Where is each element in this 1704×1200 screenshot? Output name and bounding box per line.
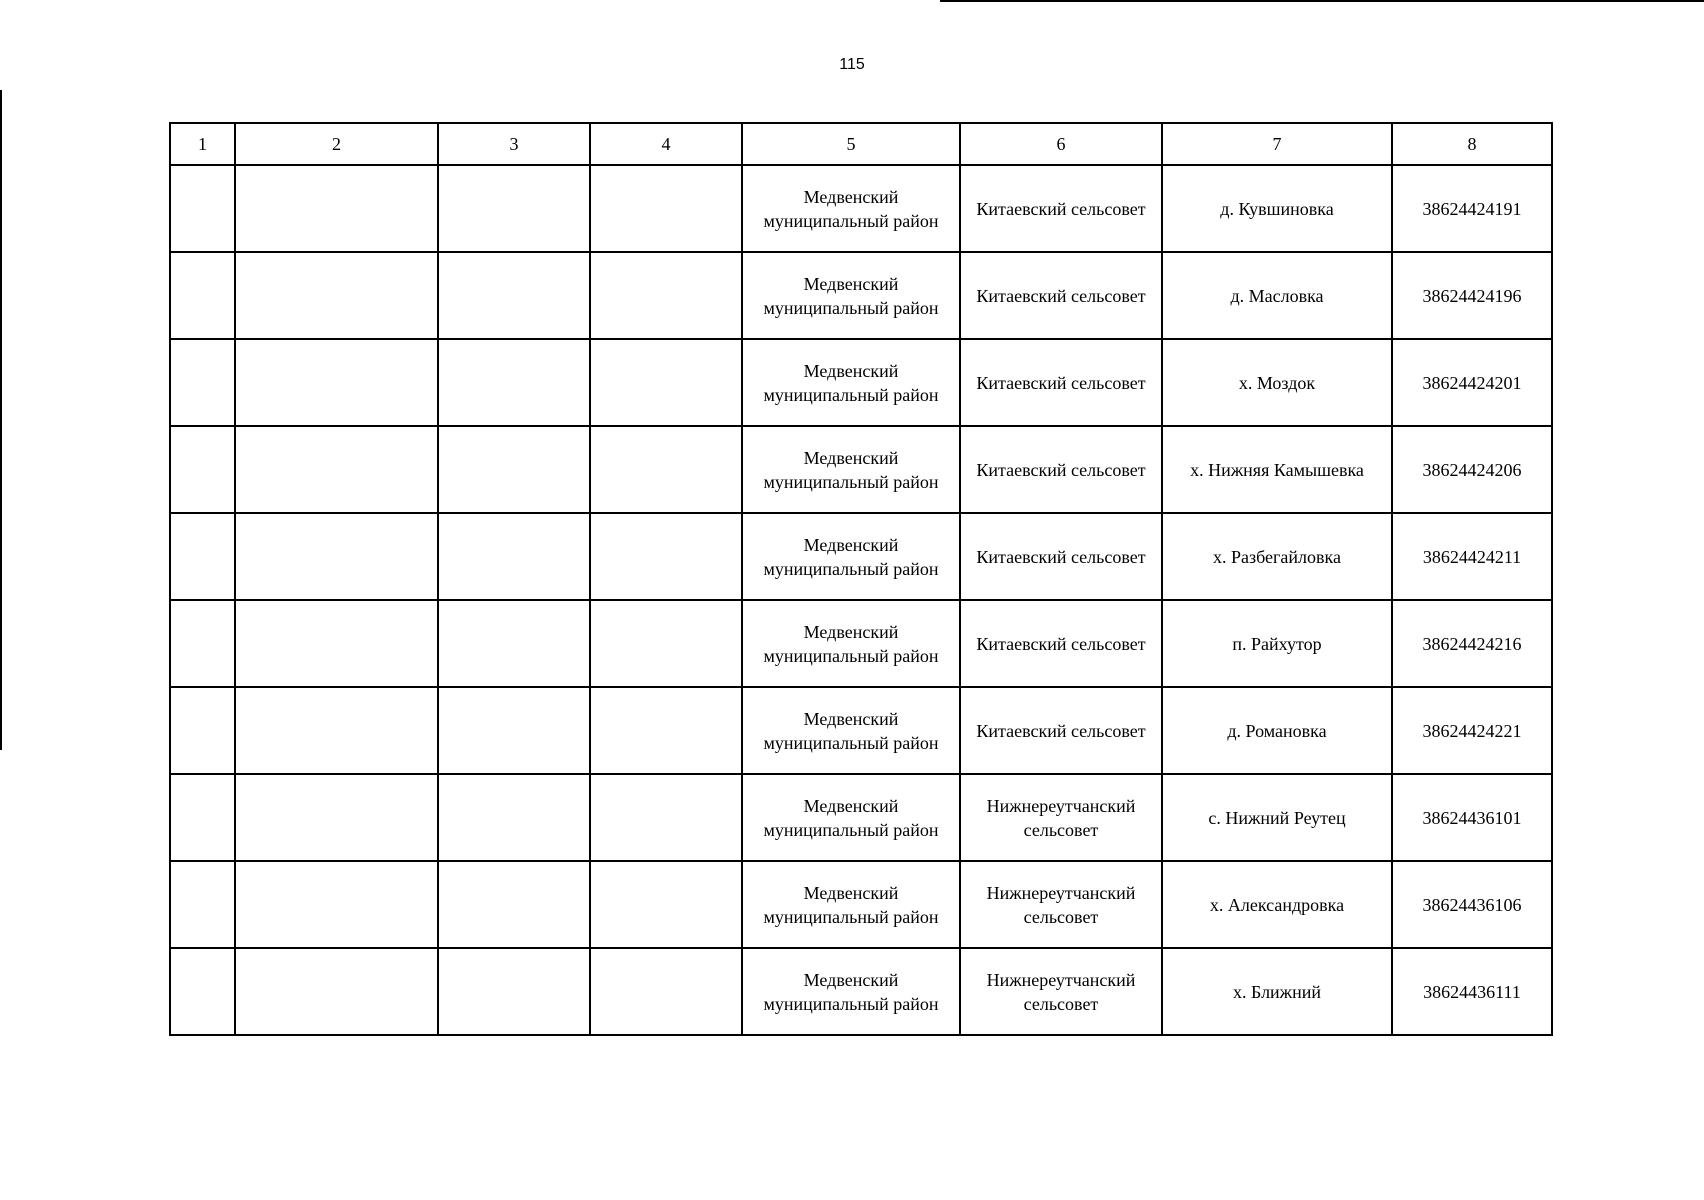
settlement-cell: х. Александровка — [1162, 861, 1392, 948]
council-cell: Китаевский сельсовет — [960, 165, 1162, 252]
district-cell: Медвенский муниципальный район — [742, 513, 960, 600]
table-row — [170, 861, 1552, 948]
settlement-cell: х. Ближний — [1162, 948, 1392, 1035]
cell-col3 — [438, 426, 590, 513]
cell-col2 — [235, 774, 438, 861]
settlement-cell: с. Нижний Реутец — [1162, 774, 1392, 861]
settlement-cell: д. Романовка — [1162, 687, 1392, 774]
cell-col4 — [590, 252, 742, 339]
cell-col1 — [170, 339, 235, 426]
column-header: 1 — [170, 123, 235, 165]
code-cell: 38624424191 — [1392, 165, 1552, 252]
council-cell: Китаевский сельсовет — [960, 426, 1162, 513]
table-row — [170, 426, 1552, 513]
cell-col4 — [590, 687, 742, 774]
district-cell: Медвенский муниципальный район — [742, 426, 960, 513]
cell-col1 — [170, 687, 235, 774]
cell-col2 — [235, 687, 438, 774]
cell-col2 — [235, 600, 438, 687]
cell-col1 — [170, 600, 235, 687]
cell-col1 — [170, 861, 235, 948]
district-cell: Медвенский муниципальный район — [742, 339, 960, 426]
cell-col3 — [438, 165, 590, 252]
cell-col1 — [170, 165, 235, 252]
table-row — [170, 252, 1552, 339]
code-cell: 38624424216 — [1392, 600, 1552, 687]
cell-col4 — [590, 948, 742, 1035]
cell-col3 — [438, 339, 590, 426]
page-number: 115 — [839, 56, 865, 73]
code-cell: 38624424201 — [1392, 339, 1552, 426]
council-cell: Китаевский сельсовет — [960, 513, 1162, 600]
settlement-cell: д. Масловка — [1162, 252, 1392, 339]
cell-col4 — [590, 339, 742, 426]
council-cell: Китаевский сельсовет — [960, 252, 1162, 339]
cell-col3 — [438, 948, 590, 1035]
code-cell: 38624436111 — [1392, 948, 1552, 1035]
column-header: 4 — [590, 123, 742, 165]
column-header: 6 — [960, 123, 1162, 165]
cell-col2 — [235, 861, 438, 948]
council-cell: Китаевский сельсовет — [960, 339, 1162, 426]
cell-col4 — [590, 774, 742, 861]
table-row — [170, 687, 1552, 774]
cell-col3 — [438, 774, 590, 861]
district-cell: Медвенский муниципальный район — [742, 861, 960, 948]
cell-col2 — [235, 426, 438, 513]
code-cell: 38624436106 — [1392, 861, 1552, 948]
cell-col4 — [590, 600, 742, 687]
cell-col3 — [438, 861, 590, 948]
table-row — [170, 948, 1552, 1035]
cell-col1 — [170, 948, 235, 1035]
code-cell: 38624424206 — [1392, 426, 1552, 513]
district-cell: Медвенский муниципальный район — [742, 600, 960, 687]
cell-col3 — [438, 513, 590, 600]
code-cell: 38624424221 — [1392, 687, 1552, 774]
code-cell: 38624424196 — [1392, 252, 1552, 339]
table-row — [170, 513, 1552, 600]
table-row — [170, 600, 1552, 687]
cell-col2 — [235, 948, 438, 1035]
council-cell: Китаевский сельсовет — [960, 687, 1162, 774]
column-header: 3 — [438, 123, 590, 165]
settlement-cell: д. Кувшиновка — [1162, 165, 1392, 252]
cell-col4 — [590, 165, 742, 252]
cell-col3 — [438, 252, 590, 339]
table-header-row — [170, 123, 1552, 165]
settlement-cell: х. Моздок — [1162, 339, 1392, 426]
cell-col3 — [438, 687, 590, 774]
column-header: 5 — [742, 123, 960, 165]
code-cell: 38624424211 — [1392, 513, 1552, 600]
cell-col2 — [235, 339, 438, 426]
council-cell: Нижнереутчанский сельсовет — [960, 948, 1162, 1035]
cell-col1 — [170, 426, 235, 513]
cell-col1 — [170, 252, 235, 339]
settlement-cell: п. Райхутор — [1162, 600, 1392, 687]
council-cell: Нижнереутчанский сельсовет — [960, 861, 1162, 948]
settlements-table — [169, 122, 1553, 1036]
district-cell: Медвенский муниципальный район — [742, 252, 960, 339]
cell-col2 — [235, 513, 438, 600]
cell-col4 — [590, 861, 742, 948]
table-row — [170, 339, 1552, 426]
district-cell: Медвенский муниципальный район — [742, 165, 960, 252]
district-cell: Медвенский муниципальный район — [742, 774, 960, 861]
district-cell: Медвенский муниципальный район — [742, 687, 960, 774]
cell-col4 — [590, 426, 742, 513]
table-row — [170, 165, 1552, 252]
council-cell: Нижнереутчанский сельсовет — [960, 774, 1162, 861]
column-header: 7 — [1162, 123, 1392, 165]
cell-col1 — [170, 513, 235, 600]
table-row — [170, 774, 1552, 861]
cell-col3 — [438, 600, 590, 687]
council-cell: Китаевский сельсовет — [960, 600, 1162, 687]
settlement-cell: х. Разбегайловка — [1162, 513, 1392, 600]
cell-col2 — [235, 165, 438, 252]
district-cell: Медвенский муниципальный район — [742, 948, 960, 1035]
column-header: 8 — [1392, 123, 1552, 165]
settlement-cell: х. Нижняя Камышевка — [1162, 426, 1392, 513]
cell-col2 — [235, 252, 438, 339]
cell-col4 — [590, 513, 742, 600]
column-header: 2 — [235, 123, 438, 165]
cell-col1 — [170, 774, 235, 861]
code-cell: 38624436101 — [1392, 774, 1552, 861]
